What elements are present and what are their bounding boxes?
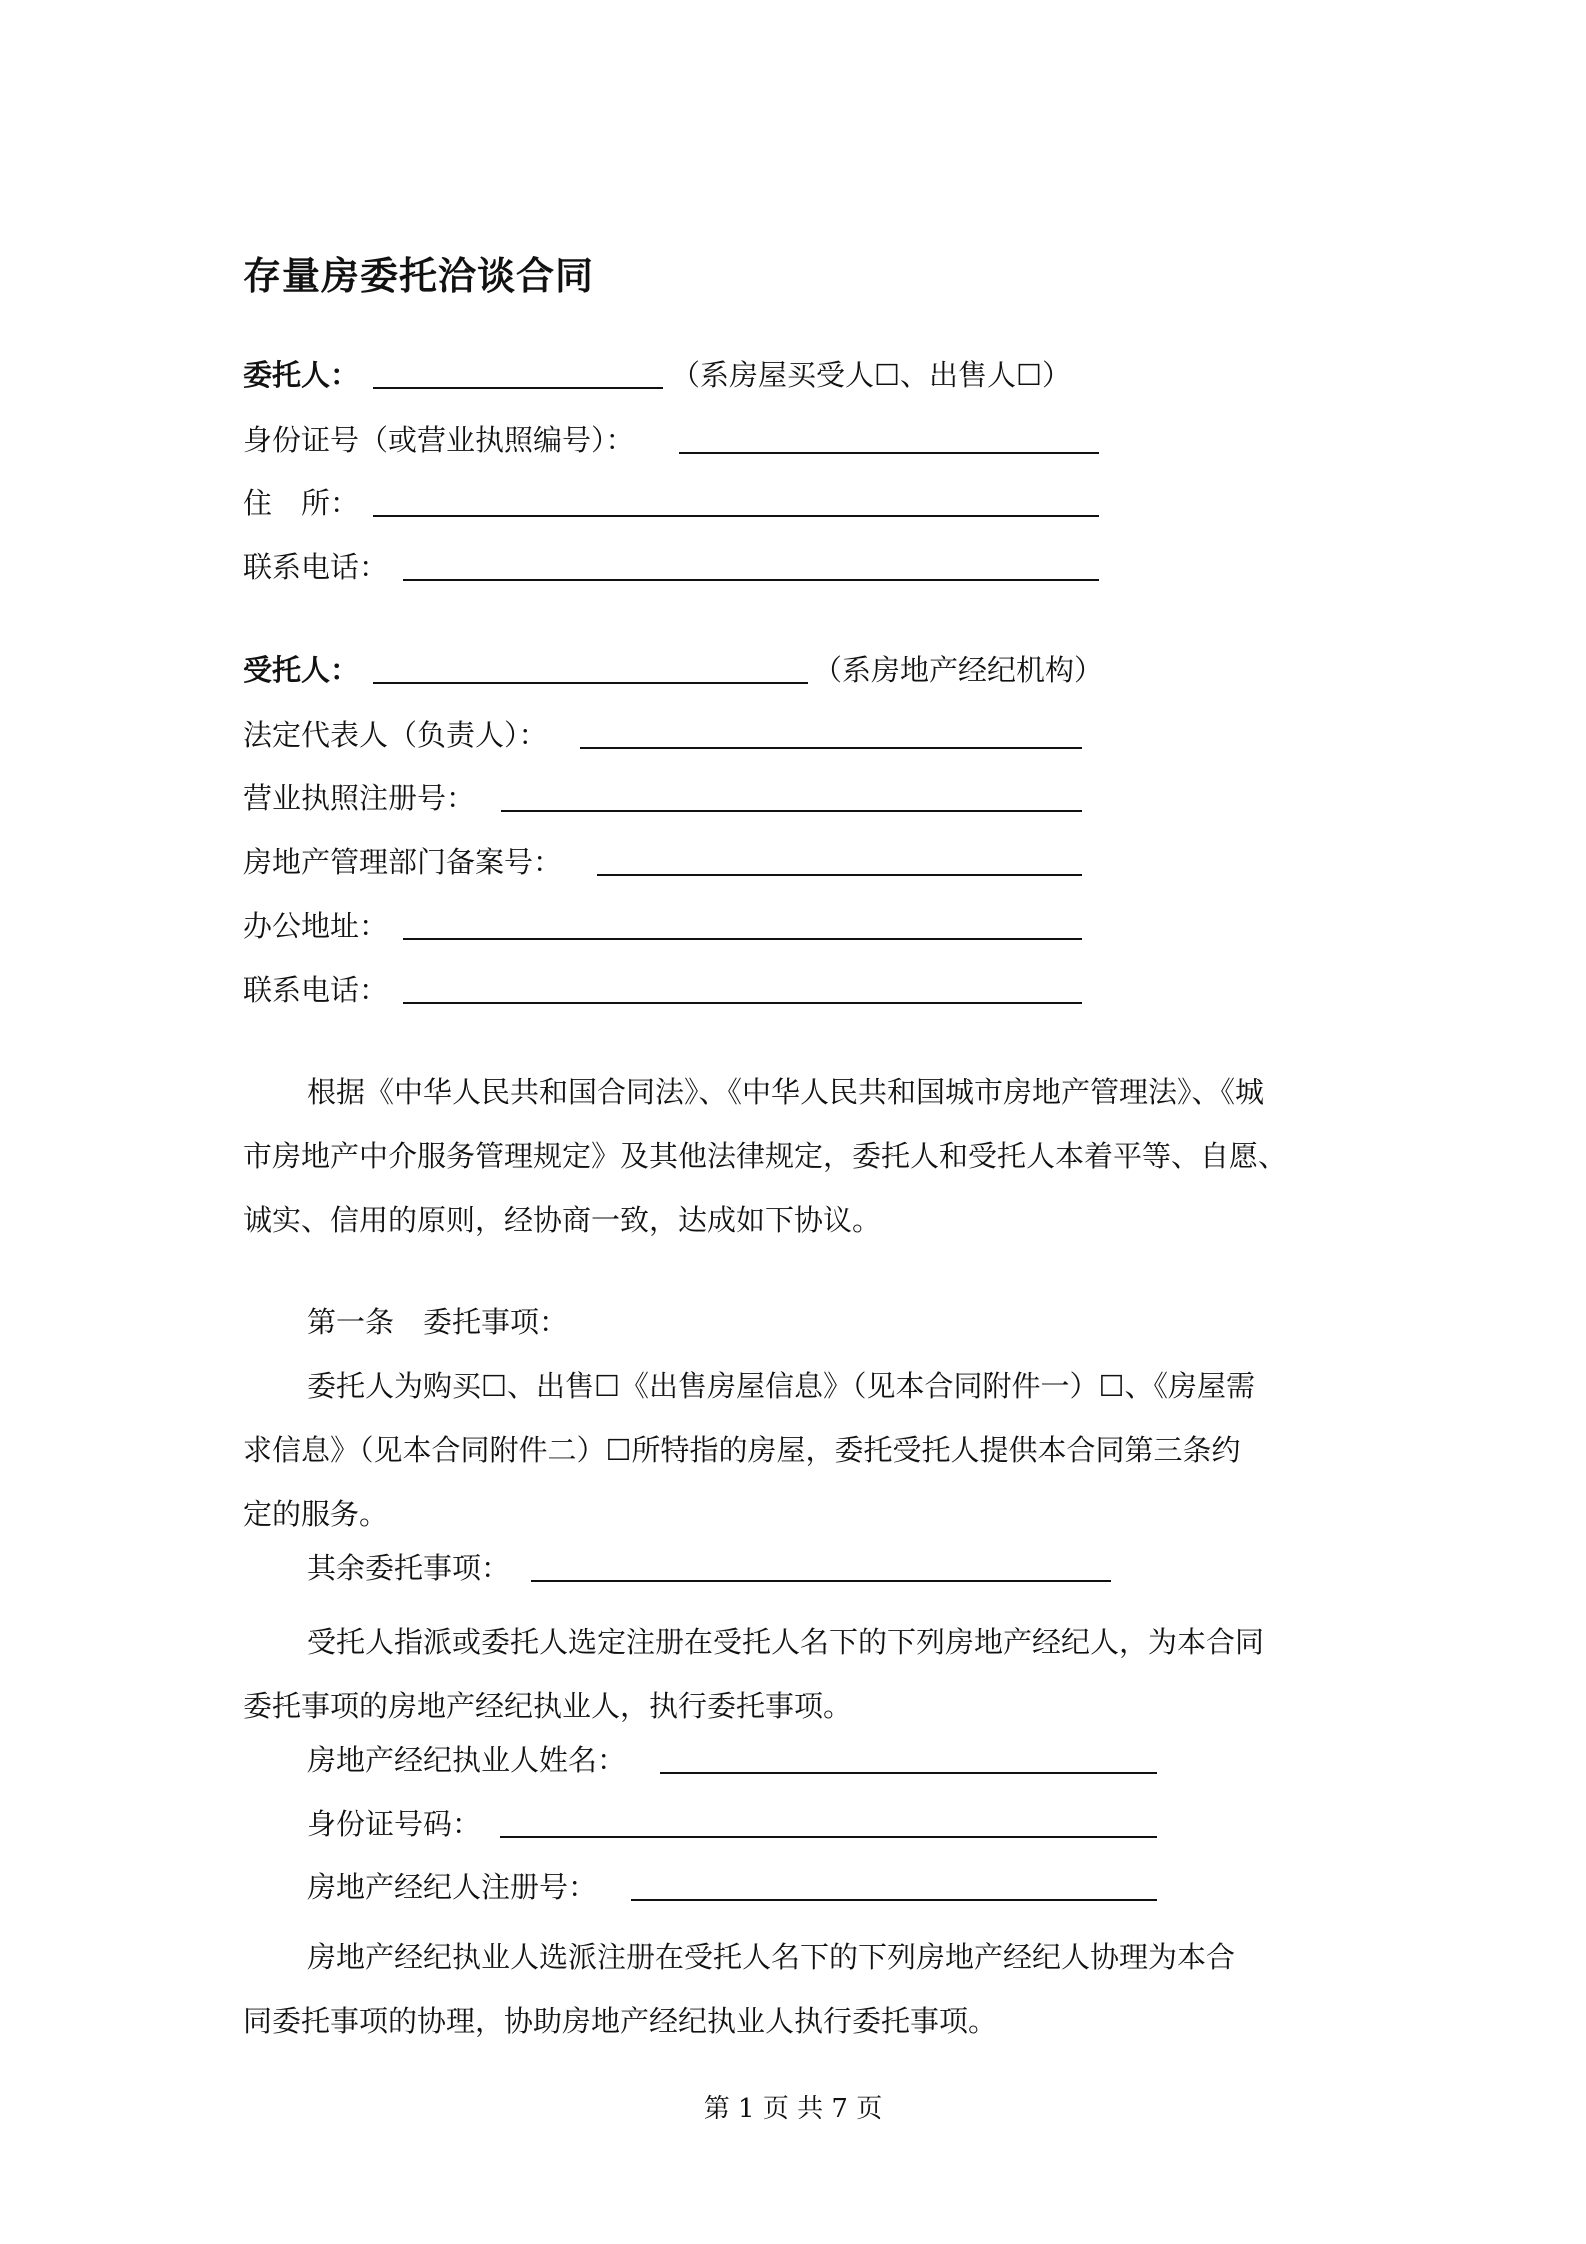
other-matters-label: 其余委托事项： [307, 1551, 511, 1585]
article1-heading: 第一条 委托事项： [307, 1305, 569, 1339]
agent-phone-label: 联系电话： [243, 973, 389, 1007]
other-matters-field[interactable] [531, 1580, 1111, 1582]
legal-rep-label: 法定代表人（负责人）： [243, 718, 548, 752]
license-label: 营业执照注册号： [243, 781, 476, 815]
broker-reg-field[interactable] [631, 1899, 1157, 1901]
principal-phone-field[interactable] [403, 579, 1099, 581]
agent-row [243, 650, 1143, 690]
office-field[interactable] [403, 938, 1082, 940]
license-row [243, 778, 1083, 818]
broker-name-label: 房地产经纪执业人姓名： [307, 1743, 627, 1777]
page-number: 第 1 页 共 7 页 [703, 2094, 883, 2124]
assign-line-2: 委托事项的房地产经纪执业人，执行委托事项。 [243, 1689, 853, 1723]
principal-name-field[interactable] [373, 387, 663, 389]
broker-reg-row [307, 1867, 1167, 1907]
record-field[interactable] [597, 874, 1082, 876]
article1-body-line-1: 委托人为购买☐、出售☐《出售房屋信息》（见本合同附件一）☐、《房屋需 [307, 1369, 1255, 1403]
office-label: 办公地址： [243, 909, 389, 943]
article1-body-line-2: 求信息》（见本合同附件二）☐所特指的房屋，委托受托人提供本合同第三条约 [243, 1433, 1241, 1467]
assign-line-1: 受托人指派或委托人选定注册在受托人名下的下列房地产经纪人，为本合同 [307, 1625, 1265, 1659]
document-title: 存量房委托洽谈合同 [243, 254, 595, 298]
principal-id-field[interactable] [679, 452, 1099, 454]
broker-id-row [307, 1804, 1167, 1844]
principal-address-row [243, 483, 1103, 523]
principal-phone-row [243, 547, 1103, 587]
preamble-line-1: 根据《中华人民共和国合同法》、《中华人民共和国城市房地产管理法》、《城 [307, 1075, 1265, 1109]
broker-id-label: 身份证号码： [307, 1807, 482, 1841]
principal-phone-label: 联系电话： [243, 550, 389, 584]
broker-id-field[interactable] [500, 1836, 1157, 1838]
preamble-line-3: 诚实、信用的原则，经协商一致，达成如下协议。 [243, 1203, 882, 1237]
principal-address-field[interactable] [373, 515, 1099, 517]
office-row [243, 906, 1083, 946]
legal-rep-field[interactable] [580, 747, 1082, 749]
principal-id-row [243, 420, 1103, 460]
agent-phone-row [243, 970, 1083, 1010]
article1-body [243, 1354, 1255, 1546]
agent-label: 受托人： [243, 653, 360, 687]
broker-name-field[interactable] [660, 1772, 1157, 1774]
agent-role-note: （系房地产经纪机构） [813, 653, 1104, 687]
license-field[interactable] [501, 810, 1082, 812]
legal-rep-row [243, 715, 1083, 755]
record-row [243, 842, 1083, 882]
assign-paragraph [243, 1610, 1264, 1738]
assist-paragraph [243, 1925, 1235, 2053]
broker-reg-label: 房地产经纪人注册号： [307, 1870, 598, 1904]
preamble-paragraph [243, 1060, 1287, 1252]
principal-id-label: 身份证号（或营业执照编号）： [243, 423, 635, 457]
assist-line-2: 同委托事项的协理，协助房地产经纪执业人执行委托事项。 [243, 2004, 998, 2038]
agent-phone-field[interactable] [403, 1002, 1082, 1004]
other-matters-row [307, 1548, 1127, 1588]
principal-role-note: （系房屋买受人☐、出售人☐） [671, 358, 1071, 392]
agent-name-field[interactable] [373, 682, 808, 684]
preamble-line-2: 市房地产中介服务管理规定》及其他法律规定，委托人和受托人本着平等、自愿、 [243, 1139, 1288, 1173]
broker-name-row [307, 1740, 1167, 1780]
principal-label: 委托人： [243, 358, 360, 392]
record-label: 房地产管理部门备案号： [243, 845, 563, 879]
assist-line-1: 房地产经纪执业人选派注册在受托人名下的下列房地产经纪人协理为本合 [307, 1940, 1236, 1974]
article1-body-line-3: 定的服务。 [243, 1497, 389, 1531]
principal-row [243, 355, 1143, 395]
principal-address-label: 住 所： [243, 486, 360, 520]
